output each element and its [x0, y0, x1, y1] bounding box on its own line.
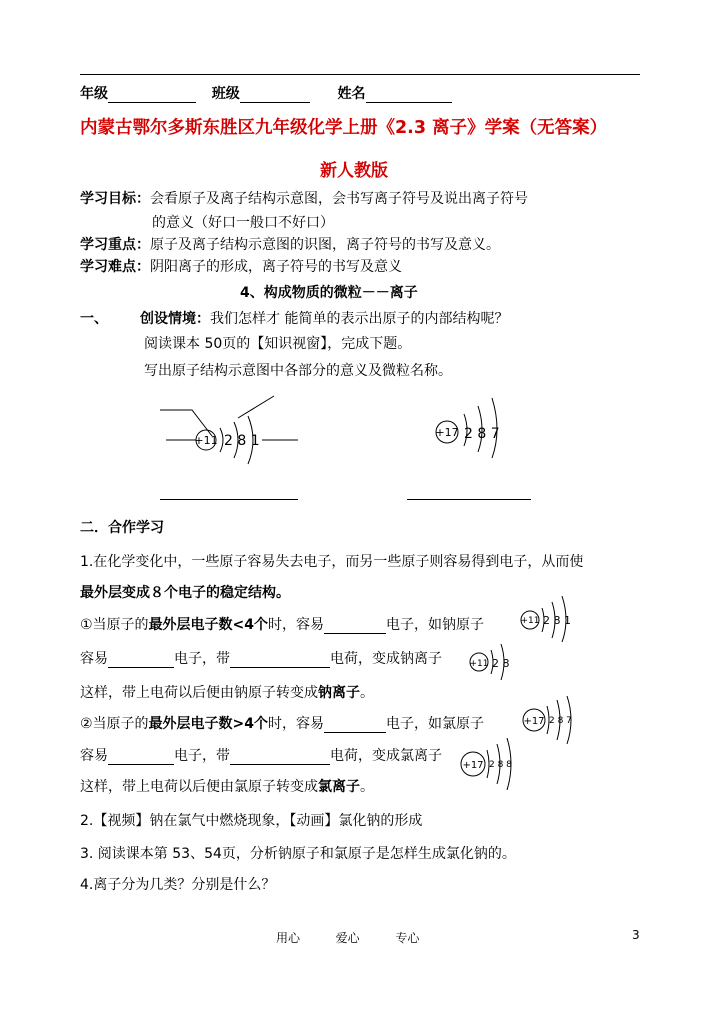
sodium-atom-small	[518, 594, 582, 644]
sodium-ion-small	[466, 640, 522, 686]
learning-focus	[80, 234, 500, 254]
class-blank[interactable]	[240, 88, 310, 103]
case2-line2: 容易 电子，带 电荷，变成氯离子	[80, 748, 442, 764]
header-info-row	[80, 83, 452, 103]
case1-line1: ①当原子的最外层电子数<4个时，容易 电子，如钠原子	[80, 617, 485, 633]
footer-word-2: 爱心	[335, 931, 360, 945]
grade-label: 年级	[80, 86, 108, 102]
sodium-atom-diagram	[150, 388, 310, 468]
learning-goal	[80, 188, 528, 208]
case1-line2: 容易 电子，带 电荷，变成钠离子	[80, 651, 442, 667]
footer-slogan	[276, 929, 419, 946]
case2-blank-1[interactable]	[324, 718, 386, 733]
goal-text: 会看原子及离子结构示意图，会书写离子符号及说出离子符号	[150, 191, 528, 207]
case1-blank-3[interactable]	[230, 653, 330, 668]
footer-word-3: 专心	[395, 931, 420, 945]
chlorine-nucleus: +17	[435, 426, 459, 439]
q3-text: 3. 阅读课本第 53、54页，分析钠原子和氯原子是怎样生成氯化钠的。	[80, 846, 516, 862]
grade-blank[interactable]	[108, 88, 196, 103]
svg-text:2 8 8: 2 8 8	[489, 760, 512, 770]
class-label: 班级	[211, 86, 240, 102]
part1-label: 创设情境：	[140, 311, 210, 327]
svg-text:2 8 1: 2 8 1	[543, 614, 571, 627]
header-top-rule	[80, 74, 640, 75]
sodium-nucleus: +11	[194, 434, 218, 447]
svg-text:+11: +11	[520, 616, 540, 626]
part1-instruction: 写出原子结构示意图中各部分的意义及微粒名称。	[144, 363, 452, 379]
difficulty-text: 阴阳离子的形成，离子符号的书写及意义	[150, 259, 402, 275]
name-label: 姓名	[337, 86, 366, 102]
focus-text: 原子及离子结构示意图的识图，离子符号的书写及意义。	[150, 237, 500, 253]
part1-heading	[80, 308, 508, 328]
goal-label: 学习目标：	[80, 191, 150, 207]
focus-label: 学习重点：	[80, 237, 150, 253]
svg-text:+11: +11	[469, 659, 489, 669]
chlorine-atom-small	[520, 696, 584, 746]
learning-difficulty	[80, 256, 402, 276]
svg-text:+17: +17	[462, 760, 484, 771]
chlorine-shell-numbers: 2 8 7	[464, 426, 500, 442]
case2-line3: 这样，带上电荷以后便由氯原子转变成氯离子。	[80, 779, 374, 795]
case1-blank-2[interactable]	[108, 653, 174, 668]
part1-reading: 阅读课本 50页的【知识视窗】，完成下题。	[144, 336, 412, 352]
chlorine-answer-blank[interactable]	[407, 499, 531, 500]
page-number: 3	[632, 928, 640, 942]
chlorine-atom-diagram	[430, 392, 530, 462]
page-subtitle: 新人教版	[320, 161, 388, 181]
page-title: 内蒙古鄂尔多斯东胜区九年级化学上册《2.3 离子》学案（无答案）	[80, 118, 608, 138]
chloride-ion-small	[458, 738, 522, 790]
q2-text: 2.【视频】钠在氯气中燃烧现象，【动画】氯化钠的形成	[80, 813, 423, 829]
svg-text:+17: +17	[523, 716, 545, 727]
goal-text-line2: 的意义（好口一般口不好口）	[152, 215, 334, 231]
q1-line2: 最外层变成８个电子的稳定结构。	[80, 585, 290, 601]
q1-line1: 1.在化学变化中，一些原子容易失去电子，而另一些原子则容易得到电子，从而使	[80, 554, 584, 570]
case2-line1: ②当原子的最外层电子数>4个时，容易 电子，如氯原子	[80, 716, 485, 732]
part1-number: 一、	[80, 311, 108, 327]
svg-text:2 8 7: 2 8 7	[549, 716, 572, 726]
part2-title: 二．合作学习	[80, 520, 164, 536]
case1-blank-1[interactable]	[324, 619, 386, 634]
case2-blank-2[interactable]	[108, 750, 174, 765]
name-blank[interactable]	[366, 88, 452, 103]
sodium-shell-numbers: 2 8 1	[224, 433, 260, 449]
part1-text: 我们怎样才 能简单的表示出原子的内部结构呢？	[210, 311, 509, 327]
section-title: 4、构成物质的微粒－－离子	[240, 285, 418, 301]
case2-blank-3[interactable]	[230, 750, 330, 765]
footer-word-1: 用心	[276, 931, 301, 945]
case1-line3: 这样，带上电荷以后便由钠原子转变成钠离子。	[80, 685, 374, 701]
difficulty-label: 学习难点：	[80, 259, 150, 275]
sodium-answer-blank[interactable]	[160, 499, 298, 500]
svg-text:2 8: 2 8	[492, 657, 510, 670]
q4-text: 4.离子分为几类？分别是什么？	[80, 877, 276, 893]
